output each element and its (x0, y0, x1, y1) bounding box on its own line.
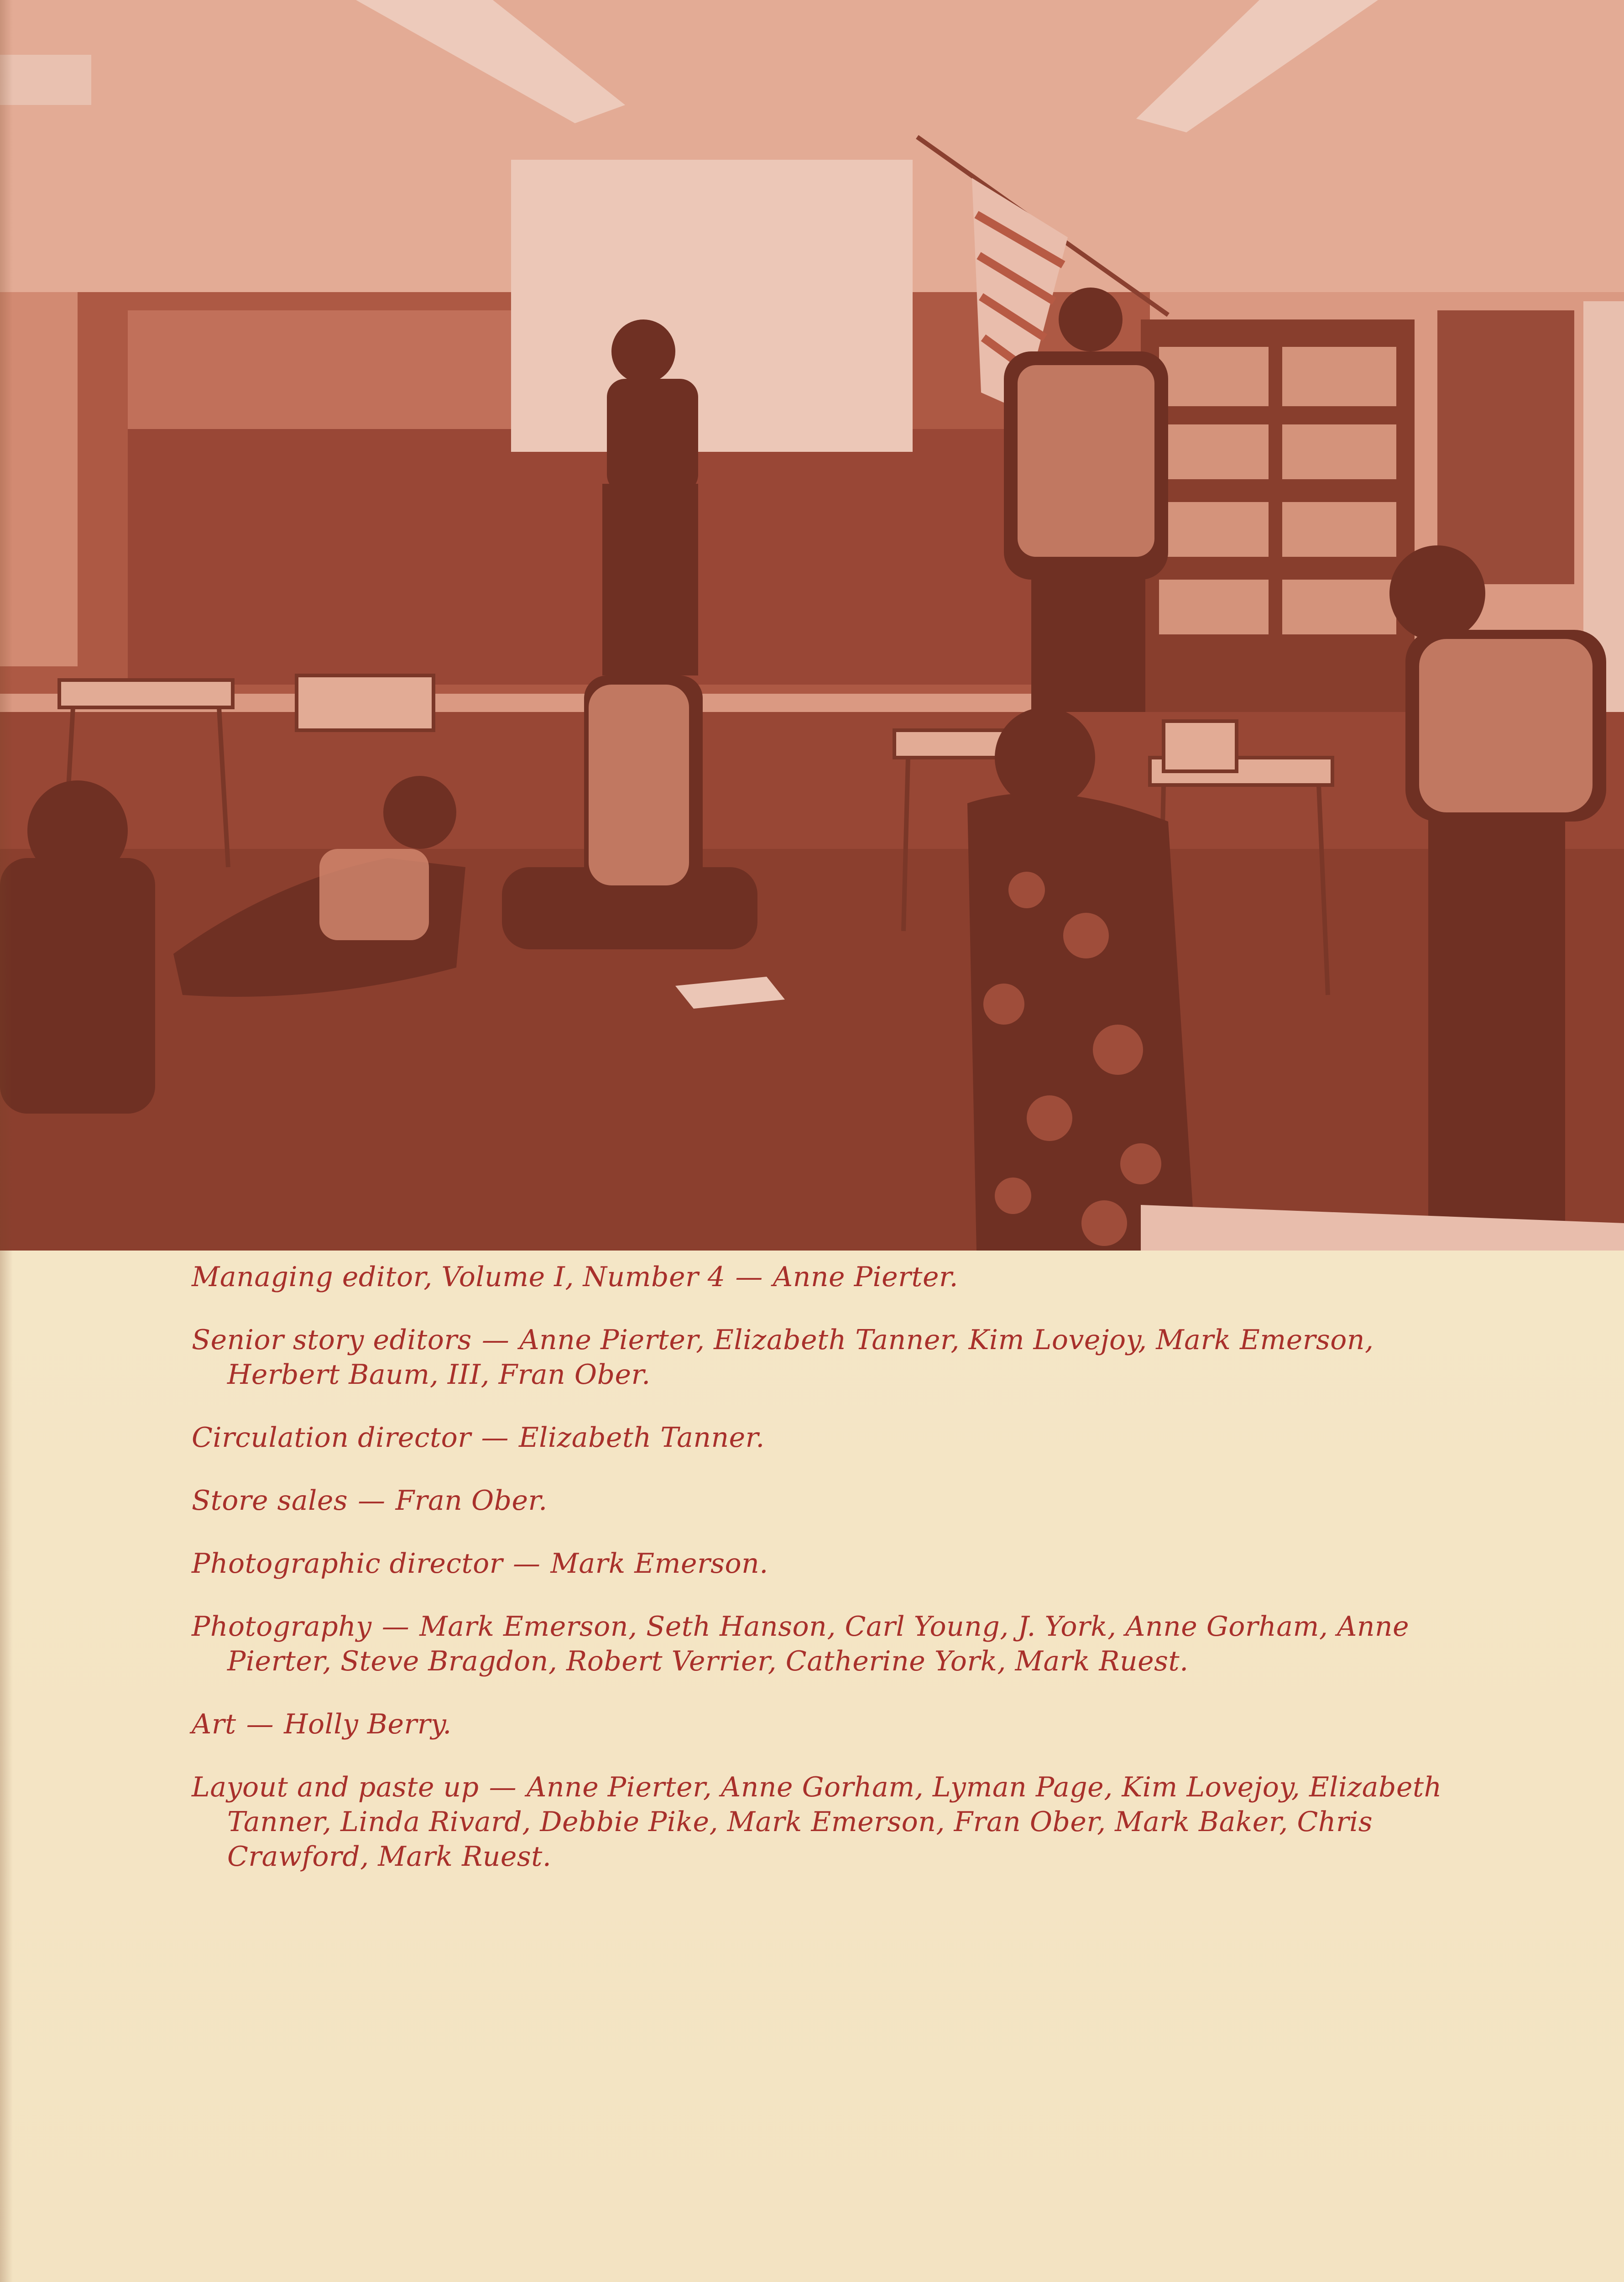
credit-role: Photography (192, 1611, 372, 1643)
credit-separator: — (489, 1771, 517, 1803)
credit-separator: — (381, 1611, 410, 1643)
credit-layout-paste-up (192, 1770, 1460, 1874)
credit-separator: — (481, 1422, 509, 1454)
credit-separator: — (735, 1261, 763, 1293)
credit-managing-editor (192, 1260, 1460, 1294)
credit-separator: — (481, 1324, 510, 1356)
credit-role: Photographic director (192, 1548, 503, 1580)
credit-role: Managing editor, Volume I, Number 4 (192, 1261, 726, 1293)
credit-names: Mark Emerson. (550, 1548, 768, 1580)
credit-names: Holly Berry. (284, 1708, 452, 1740)
credit-art (192, 1707, 1460, 1742)
credit-separator: — (512, 1548, 541, 1580)
credit-role: Art (192, 1708, 236, 1740)
credit-names: Anne Pierter, Anne Gorham, Lyman Page, Kim Lovejoy, Elizabeth Tanner, Linda Rivard, Debbie Pike, Mark Emerson, Fran Ober, Mark Baker, Chris Crawford, Mark Ruest. (227, 1771, 1442, 1873)
credit-names: Elizabeth Tanner. (518, 1422, 765, 1454)
credit-role: Store sales (192, 1485, 348, 1517)
credit-separator: — (246, 1708, 274, 1740)
masthead-credits (192, 1260, 1460, 1902)
credit-names: Anne Pierter, Elizabeth Tanner, Kim Lovejoy, Mark Emerson, Herbert Baum, III, Fran Ober. (227, 1324, 1374, 1391)
credit-role: Senior story editors (192, 1324, 472, 1356)
credit-photography (192, 1609, 1460, 1679)
credit-separator: — (358, 1485, 386, 1517)
credit-names: Fran Ober. (395, 1485, 548, 1517)
credit-photographic-director (192, 1546, 1460, 1581)
page-binding-edge (0, 0, 13, 2282)
credit-senior-story-editors (192, 1323, 1460, 1392)
credit-circulation-director (192, 1420, 1460, 1455)
credit-names: Anne Pierter. (773, 1261, 959, 1293)
credit-role: Circulation director (192, 1422, 471, 1454)
credit-names: Mark Emerson, Seth Hanson, Carl Young, J. York, Anne Gorham, Anne Pierter, Steve Bragdon, Robert Verrier, Catherine York, Mark Ruest. (227, 1611, 1410, 1677)
credit-store-sales (192, 1483, 1460, 1518)
credit-role: Layout and paste up (192, 1771, 479, 1803)
